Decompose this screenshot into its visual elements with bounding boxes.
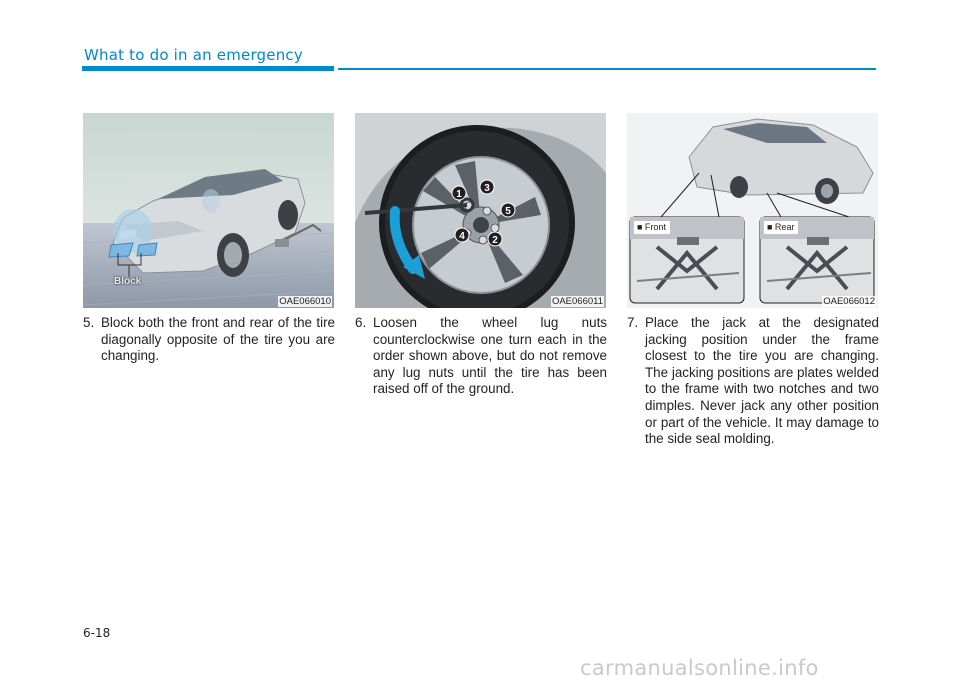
step-number: 7. bbox=[627, 315, 639, 330]
header-bar-accent bbox=[82, 66, 334, 71]
figure-lug-nut-order bbox=[355, 113, 606, 308]
rear-inset-label: ■ Rear bbox=[764, 221, 798, 234]
step-6 bbox=[355, 315, 607, 398]
figure-code: OAE066010 bbox=[279, 296, 331, 307]
lug-number-1: 1 bbox=[456, 189, 462, 200]
front-inset-label: ■ Front bbox=[634, 221, 670, 234]
wheel-lug-nut-illustration bbox=[355, 113, 606, 308]
page-number: 6-18 bbox=[83, 626, 111, 640]
watermark: carmanualsonline.info bbox=[580, 656, 819, 680]
section-title: What to do in an emergency bbox=[84, 46, 303, 64]
figure-code: OAE066012 bbox=[823, 296, 875, 307]
block-callout: Block bbox=[114, 276, 142, 287]
step-text: Loosen the wheel lug nuts counterclockwise one turn each in the order shown above, but do not remove any lug nuts until the tire has been raised off of the ground. bbox=[373, 315, 607, 397]
header-rule bbox=[338, 68, 876, 70]
step-text: Place the jack at the designated jacking position under the frame closest to the tire you are changing. The jacking positions are plates welded to the frame with two notches and two dimples. Never jack any other position or part of the vehicle. It may damage to the side seal molding. bbox=[645, 315, 879, 447]
step-number: 6. bbox=[355, 315, 367, 330]
step-7 bbox=[627, 315, 879, 448]
jacking-position-illustration bbox=[627, 113, 878, 308]
figure-block-tire bbox=[83, 113, 334, 308]
step-number: 5. bbox=[83, 315, 95, 330]
lug-number-2: 2 bbox=[492, 235, 498, 246]
figure-code: OAE066011 bbox=[551, 296, 603, 307]
lug-number-4: 4 bbox=[459, 231, 465, 242]
lug-number-3: 3 bbox=[484, 183, 490, 194]
lug-number-5: 5 bbox=[505, 206, 511, 217]
figure-jacking-position bbox=[627, 113, 878, 308]
step-text: Block both the front and rear of the tire diagonally opposite of the tire you are changing. bbox=[101, 315, 335, 364]
step-5 bbox=[83, 315, 335, 365]
